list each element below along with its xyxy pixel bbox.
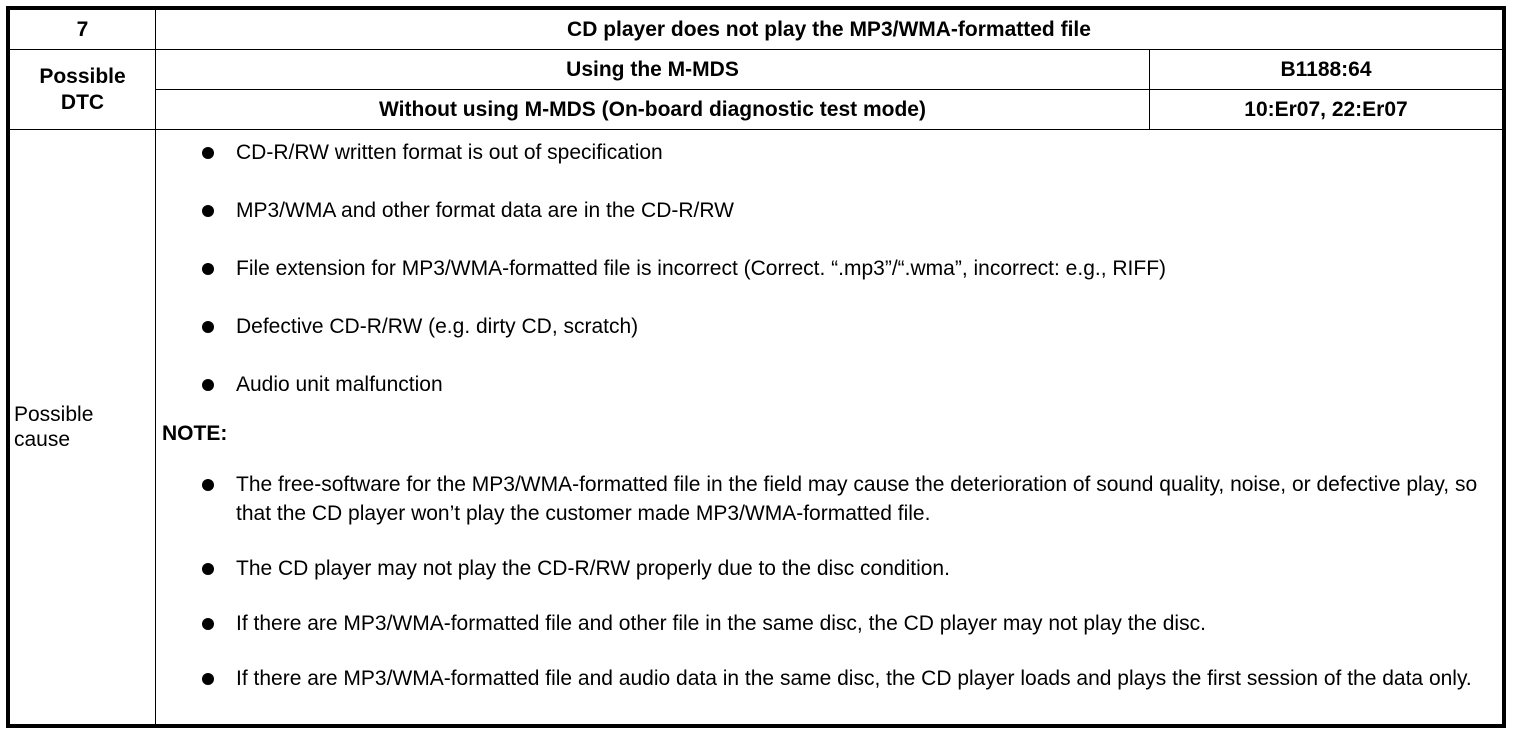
cause-row [10, 130, 1503, 725]
possible-cause-label: Possible cause [10, 130, 156, 725]
list-item [202, 664, 1494, 693]
note-heading: NOTE: [162, 422, 228, 445]
cause-text: Audio unit malfunction [236, 373, 443, 396]
list-item [202, 609, 1494, 638]
bullet-icon [202, 321, 214, 333]
dtc-code: 10:Er07, 22:Er07 [1150, 90, 1503, 130]
dtc-code: B1188:64 [1150, 50, 1503, 90]
bullet-icon [202, 618, 214, 630]
cause-list [162, 138, 1494, 399]
list-item [202, 554, 1494, 583]
cause-text: File extension for MP3/WMA-formatted file is incorrect (Correct. “.mp3”/“.wma”, incorrect: e.g., RIFF) [236, 257, 1167, 280]
note-list [162, 470, 1494, 693]
cause-text: Defective CD-R/RW (e.g. dirty CD, scratch) [236, 315, 639, 338]
bullet-icon [202, 205, 214, 217]
diagnostic-table [9, 9, 1503, 725]
step-title: CD player does not play the MP3/WMA-formatted file [156, 10, 1503, 50]
step-number: 7 [10, 10, 156, 50]
cause-text: MP3/WMA and other format data are in the CD-R/RW [236, 199, 734, 222]
note-text: If there are MP3/WMA-formatted file and audio data in the same disc, the CD player loads and plays the first session of the data only. [236, 667, 1472, 690]
dtc-method: Without using M-MDS (On-board diagnostic test mode) [156, 90, 1150, 130]
list-item [202, 470, 1494, 528]
list-item [202, 254, 1494, 283]
bullet-icon [202, 479, 214, 491]
bullet-icon [202, 379, 214, 391]
list-item [202, 370, 1494, 399]
cause-text: CD-R/RW written format is out of specification [236, 141, 663, 164]
list-item [202, 196, 1494, 225]
note-text: The CD player may not play the CD-R/RW properly due to the disc condition. [236, 557, 950, 580]
dtc-row-mmds [10, 50, 1503, 90]
possible-cause-body [156, 130, 1503, 725]
bullet-icon [202, 563, 214, 575]
note-text: The free-software for the MP3/WMA-formatted file in the field may cause the deterioration of sound quality, noise, or defective play, so that the CD player won’t play the customer made MP3/WMA-formatted file. [236, 473, 1478, 525]
list-item [202, 138, 1494, 167]
dtc-row-onboard [10, 90, 1503, 130]
list-item [202, 312, 1494, 341]
possible-dtc-label: Possible DTC [10, 50, 156, 130]
diagnostic-table-frame [6, 6, 1506, 728]
bullet-icon [202, 673, 214, 685]
title-row [10, 10, 1503, 50]
bullet-icon [202, 147, 214, 159]
note-text: If there are MP3/WMA-formatted file and other file in the same disc, the CD player may not play the disc. [236, 612, 1206, 635]
bullet-icon [202, 263, 214, 275]
dtc-method: Using the M-MDS [156, 50, 1150, 90]
